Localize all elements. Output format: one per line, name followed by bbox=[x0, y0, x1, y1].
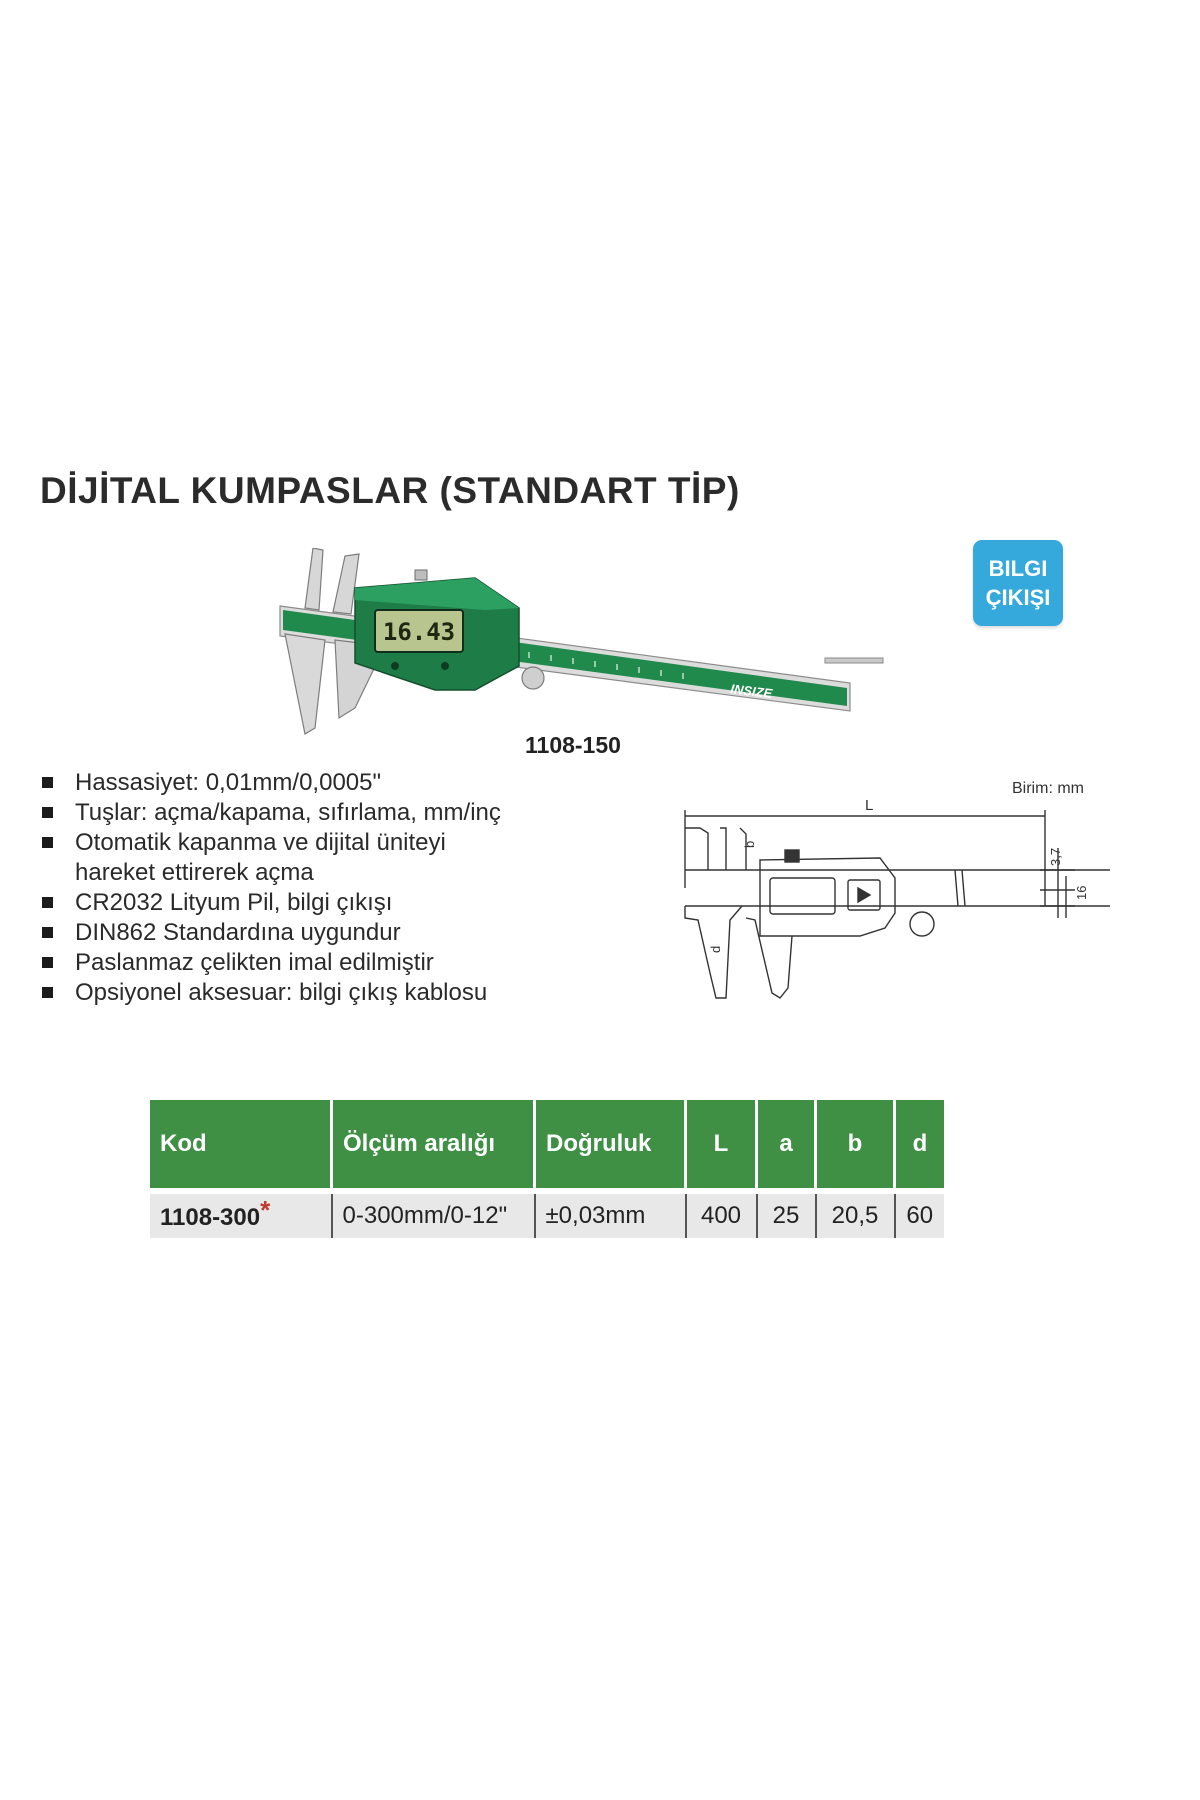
bullet-square-icon bbox=[42, 777, 53, 788]
feature-item: CR2032 Lityum Pil, bilgi çıkışı bbox=[38, 888, 638, 918]
bullet-square-icon bbox=[42, 897, 53, 908]
feature-item: Tuşlar: açma/kapama, sıfırlama, mm/inç bbox=[38, 798, 638, 828]
feature-list bbox=[38, 768, 638, 1008]
dim-label-3-7: 3,7 bbox=[1048, 847, 1063, 866]
technical-drawing bbox=[680, 788, 1110, 1013]
bullet-square-icon bbox=[42, 807, 53, 818]
badge-line-2: ÇIKIŞI bbox=[985, 585, 1051, 610]
feature-item: Otomatik kapanma ve dijital üniteyi bbox=[38, 828, 638, 858]
cell-range: 0-300mm/0-12" bbox=[332, 1191, 535, 1238]
column-header-range: Ölçüm aralığı bbox=[332, 1100, 535, 1191]
dim-label-16: 16 bbox=[1074, 885, 1089, 900]
page-title: DİJİTAL KUMPASLAR (STANDART TİP) bbox=[40, 470, 740, 511]
specification-table bbox=[150, 1100, 944, 1238]
digital-caliper-image bbox=[275, 548, 885, 748]
badge-line-1: BILGI bbox=[988, 556, 1048, 581]
cell-accuracy: ±0,03mm bbox=[535, 1191, 686, 1238]
bullet-square-icon bbox=[42, 987, 53, 998]
column-header-d: d bbox=[895, 1100, 945, 1191]
brand-logo: INSIZE bbox=[729, 681, 774, 702]
column-header-b: b bbox=[816, 1100, 895, 1191]
cell-b: 20,5 bbox=[816, 1191, 895, 1238]
feature-item-continuation: hareket ettirerek açma bbox=[75, 859, 314, 886]
column-header-L: L bbox=[686, 1100, 757, 1191]
column-header-accuracy: Doğruluk bbox=[535, 1100, 686, 1191]
column-header-code: Kod bbox=[150, 1100, 332, 1191]
bullet-square-icon bbox=[42, 957, 53, 968]
product-model-label: 1108-150 bbox=[525, 732, 621, 758]
feature-item: Hassasiyet: 0,01mm/0,0005" bbox=[38, 768, 638, 798]
dim-label-b: b bbox=[742, 840, 757, 848]
cell-d: 60 bbox=[895, 1191, 945, 1238]
asterisk-marker: * bbox=[260, 1194, 271, 1225]
dim-label-L: L bbox=[865, 797, 874, 814]
feature-item: Paslanmaz çelikten imal edilmiştir bbox=[38, 948, 638, 978]
data-output-badge bbox=[973, 540, 1063, 626]
lcd-reading: 16.43 bbox=[382, 618, 456, 646]
cell-a: 25 bbox=[757, 1191, 816, 1238]
feature-item: Opsiyonel aksesuar: bilgi çıkış kablosu bbox=[38, 978, 638, 1008]
feature-item: DIN862 Standardına uygundur bbox=[38, 918, 638, 948]
column-header-a: a bbox=[757, 1100, 816, 1191]
unit-label: Birim: mm bbox=[1012, 780, 1084, 797]
bullet-square-icon bbox=[42, 837, 53, 848]
dim-label-d: d bbox=[708, 945, 723, 953]
table-header-row bbox=[150, 1100, 944, 1191]
cell-code: 1108-300* bbox=[150, 1191, 332, 1238]
cell-L: 400 bbox=[686, 1191, 757, 1238]
bullet-square-icon bbox=[42, 927, 53, 938]
table-row bbox=[150, 1191, 944, 1238]
